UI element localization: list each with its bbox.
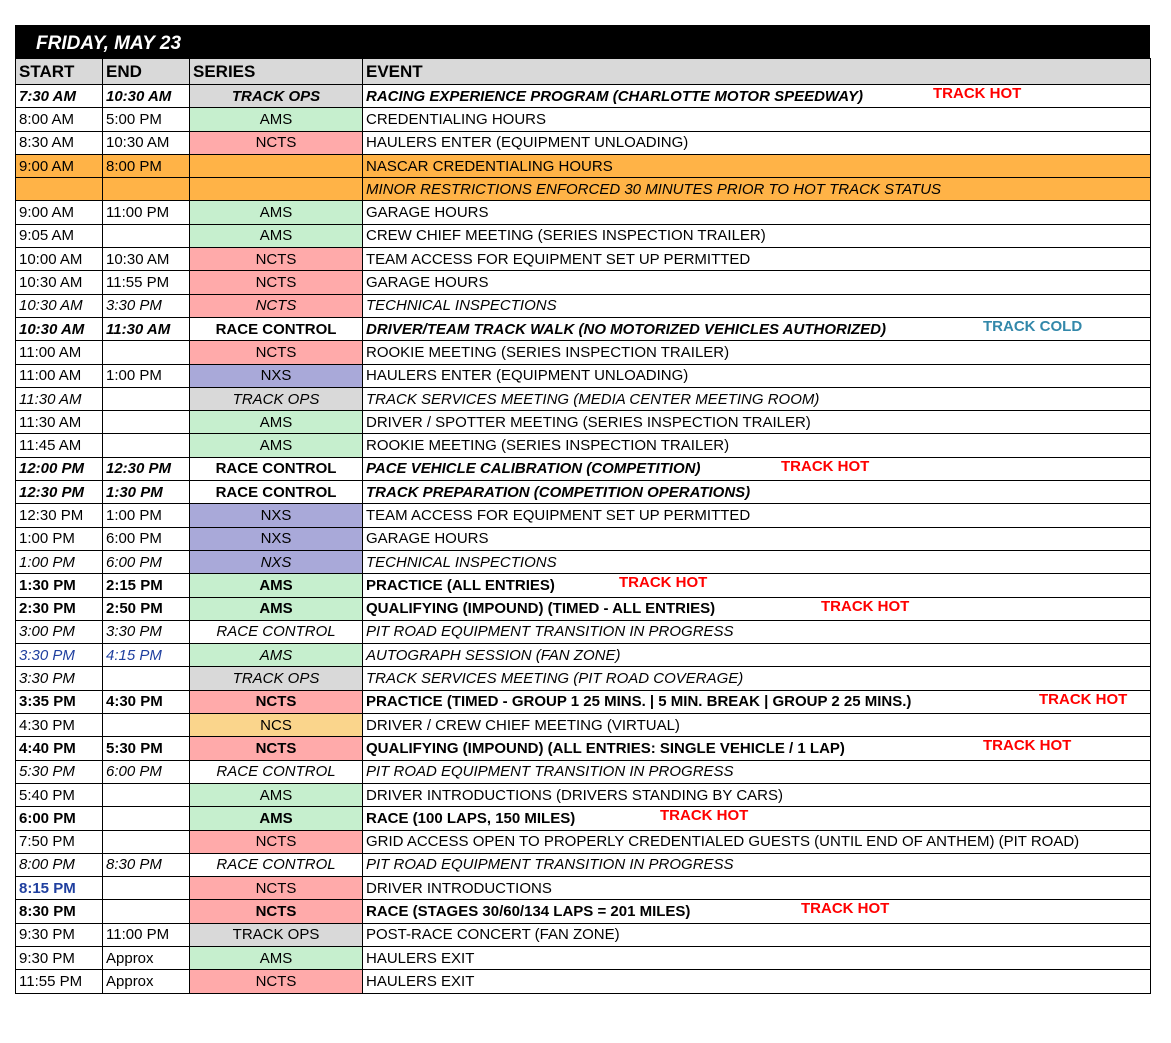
cell-event xyxy=(363,900,1151,923)
cell-end: 11:00 PM xyxy=(103,201,190,224)
schedule-table xyxy=(15,58,1151,994)
cell-start: 1:30 PM xyxy=(16,574,103,597)
cell-series: AMS xyxy=(190,644,363,667)
cell-start: 11:00 AM xyxy=(16,364,103,387)
table-row xyxy=(16,387,1151,410)
table-row xyxy=(16,946,1151,969)
header-event: EVENT xyxy=(363,59,1151,85)
table-row xyxy=(16,341,1151,364)
table-row xyxy=(16,597,1151,620)
cell-end: 11:30 AM xyxy=(103,317,190,340)
cell-series: TRACK OPS xyxy=(190,85,363,108)
event-text: RACE (STAGES 30/60/134 LAPS = 201 MILES) xyxy=(366,903,691,921)
header-start: START xyxy=(16,59,103,85)
table-row xyxy=(16,877,1151,900)
event-text: PRACTICE (TIMED - GROUP 1 25 MINS. | 5 MIN. BREAK | GROUP 2 25 MINS.) xyxy=(366,693,912,711)
cell-end xyxy=(103,387,190,410)
cell-end: 8:00 PM xyxy=(103,154,190,177)
cell-start: 8:30 AM xyxy=(16,131,103,154)
event-text: HAULERS EXIT xyxy=(366,972,475,990)
cell-end: 12:30 PM xyxy=(103,457,190,480)
cell-start: 11:55 PM xyxy=(16,970,103,993)
cell-series: NXS xyxy=(190,527,363,550)
table-row xyxy=(16,550,1151,573)
cell-start: 5:30 PM xyxy=(16,760,103,783)
table-row xyxy=(16,154,1151,177)
event-text: AUTOGRAPH SESSION (FAN ZONE) xyxy=(366,646,621,664)
table-row xyxy=(16,85,1151,108)
header-series: SERIES xyxy=(190,59,363,85)
table-row xyxy=(16,667,1151,690)
cell-event xyxy=(363,923,1151,946)
cell-event xyxy=(363,783,1151,806)
cell-start: 12:00 PM xyxy=(16,457,103,480)
cell-series: TRACK OPS xyxy=(190,923,363,946)
table-row xyxy=(16,690,1151,713)
cell-series: NCTS xyxy=(190,294,363,317)
event-text: QUALIFYING (IMPOUND) (TIMED - ALL ENTRIES) xyxy=(366,600,716,618)
cell-event xyxy=(363,224,1151,247)
cell-series: NCTS xyxy=(190,248,363,271)
cell-end xyxy=(103,341,190,364)
cell-series: AMS xyxy=(190,224,363,247)
cell-start: 8:00 PM xyxy=(16,853,103,876)
track-hot-flag: TRACK HOT xyxy=(660,807,749,825)
event-text: PRACTICE (ALL ENTRIES) xyxy=(366,576,555,594)
event-text: TRACK SERVICES MEETING (PIT ROAD COVERAGE) xyxy=(366,670,744,688)
cell-start: 11:45 AM xyxy=(16,434,103,457)
cell-start: 3:30 PM xyxy=(16,644,103,667)
event-text: QUALIFYING (IMPOUND) (ALL ENTRIES: SINGLE VEHICLE / 1 LAP) xyxy=(366,739,845,757)
cell-event xyxy=(363,737,1151,760)
cell-event xyxy=(363,131,1151,154)
event-text: CREDENTIALING HOURS xyxy=(366,110,547,128)
event-text: DRIVER/TEAM TRACK WALK (NO MOTORIZED VEHICLES AUTHORIZED) xyxy=(366,320,886,338)
cell-start: 11:30 AM xyxy=(16,411,103,434)
cell-start: 8:00 AM xyxy=(16,108,103,131)
cell-series: NXS xyxy=(190,504,363,527)
cell-event xyxy=(363,364,1151,387)
event-text: DRIVER / CREW CHIEF MEETING (VIRTUAL) xyxy=(366,716,680,734)
track-hot-flag: TRACK HOT xyxy=(1039,690,1128,708)
event-text: GRID ACCESS OPEN TO PROPERLY CREDENTIALED GUESTS (UNTIL END OF ANTHEM) (PIT ROAD) xyxy=(366,833,1080,851)
cell-event xyxy=(363,504,1151,527)
cell-event xyxy=(363,294,1151,317)
cell-event xyxy=(363,946,1151,969)
cell-start: 10:30 AM xyxy=(16,317,103,340)
cell-end: 10:30 AM xyxy=(103,85,190,108)
event-text: ROOKIE MEETING (SERIES INSPECTION TRAILER) xyxy=(366,343,730,361)
cell-start: 10:30 AM xyxy=(16,294,103,317)
table-row xyxy=(16,294,1151,317)
cell-end xyxy=(103,411,190,434)
event-text: PIT ROAD EQUIPMENT TRANSITION IN PROGRESS xyxy=(366,763,734,781)
cell-start: 12:30 PM xyxy=(16,504,103,527)
track-hot-flag: TRACK HOT xyxy=(781,457,870,475)
cell-end: 2:15 PM xyxy=(103,574,190,597)
cell-series: NCTS xyxy=(190,737,363,760)
event-text: PIT ROAD EQUIPMENT TRANSITION IN PROGRESS xyxy=(366,623,734,641)
cell-end xyxy=(103,783,190,806)
cell-end xyxy=(103,807,190,830)
header-row xyxy=(16,59,1151,85)
cell-event xyxy=(363,154,1151,177)
cell-series: NCTS xyxy=(190,900,363,923)
event-text: TRACK PREPARATION (COMPETITION OPERATIONS) xyxy=(366,483,751,501)
cell-start: 11:00 AM xyxy=(16,341,103,364)
cell-end xyxy=(103,224,190,247)
cell-series: NCTS xyxy=(190,830,363,853)
table-row xyxy=(16,481,1151,504)
event-text: TECHNICAL INSPECTIONS xyxy=(366,297,557,315)
cell-start: 9:30 PM xyxy=(16,946,103,969)
event-text: RACE (100 LAPS, 150 MILES) xyxy=(366,809,576,827)
table-row xyxy=(16,970,1151,993)
cell-start: 3:30 PM xyxy=(16,667,103,690)
table-row xyxy=(16,783,1151,806)
cell-series: RACE CONTROL xyxy=(190,853,363,876)
cell-start: 12:30 PM xyxy=(16,481,103,504)
track-hot-flag: TRACK HOT xyxy=(801,900,890,918)
table-row xyxy=(16,760,1151,783)
table-row xyxy=(16,504,1151,527)
event-text: DRIVER INTRODUCTIONS (DRIVERS STANDING BY CARS) xyxy=(366,786,783,804)
table-row xyxy=(16,900,1151,923)
schedule-title: FRIDAY, MAY 23 xyxy=(15,25,1150,58)
table-row xyxy=(16,807,1151,830)
cell-series: AMS xyxy=(190,597,363,620)
event-text: NASCAR CREDENTIALING HOURS xyxy=(366,157,613,175)
cell-event xyxy=(363,527,1151,550)
event-text: HAULERS ENTER (EQUIPMENT UNLOADING) xyxy=(366,367,689,385)
cell-event xyxy=(363,108,1151,131)
cell-end: 6:00 PM xyxy=(103,550,190,573)
cell-end: 3:30 PM xyxy=(103,294,190,317)
cell-end xyxy=(103,830,190,853)
cell-event xyxy=(363,853,1151,876)
cell-start: 3:00 PM xyxy=(16,620,103,643)
cell-series: NCS xyxy=(190,714,363,737)
cell-start xyxy=(16,178,103,201)
cell-start: 4:30 PM xyxy=(16,714,103,737)
cell-event xyxy=(363,574,1151,597)
cell-event xyxy=(363,481,1151,504)
cell-start: 1:00 PM xyxy=(16,527,103,550)
cell-series: NCTS xyxy=(190,131,363,154)
cell-start: 9:00 AM xyxy=(16,154,103,177)
cell-end xyxy=(103,714,190,737)
schedule-rows xyxy=(16,85,1151,994)
table-row xyxy=(16,830,1151,853)
cell-end: Approx xyxy=(103,970,190,993)
event-text: RACING EXPERIENCE PROGRAM (CHARLOTTE MOTOR SPEEDWAY) xyxy=(366,87,863,105)
cell-start: 11:30 AM xyxy=(16,387,103,410)
cell-series: AMS xyxy=(190,201,363,224)
table-row xyxy=(16,714,1151,737)
cell-series: AMS xyxy=(190,108,363,131)
cell-start: 9:30 PM xyxy=(16,923,103,946)
cell-end: 5:30 PM xyxy=(103,737,190,760)
cell-end: 11:00 PM xyxy=(103,923,190,946)
cell-series: RACE CONTROL xyxy=(190,481,363,504)
table-row xyxy=(16,737,1151,760)
cell-end: 10:30 AM xyxy=(103,248,190,271)
cell-series: AMS xyxy=(190,946,363,969)
cell-series: NCTS xyxy=(190,341,363,364)
cell-start: 3:35 PM xyxy=(16,690,103,713)
cell-start: 4:40 PM xyxy=(16,737,103,760)
table-row xyxy=(16,457,1151,480)
cell-series: NCTS xyxy=(190,690,363,713)
cell-series: RACE CONTROL xyxy=(190,620,363,643)
event-text: DRIVER INTRODUCTIONS xyxy=(366,879,552,897)
cell-series: AMS xyxy=(190,434,363,457)
cell-start: 10:00 AM xyxy=(16,248,103,271)
cell-series: AMS xyxy=(190,411,363,434)
cell-event xyxy=(363,807,1151,830)
track-hot-flag: TRACK HOT xyxy=(619,574,708,592)
cell-end: 10:30 AM xyxy=(103,131,190,154)
cell-start: 1:00 PM xyxy=(16,550,103,573)
table-row xyxy=(16,178,1151,201)
cell-series: NCTS xyxy=(190,877,363,900)
cell-event xyxy=(363,550,1151,573)
cell-start: 8:30 PM xyxy=(16,900,103,923)
table-row xyxy=(16,923,1151,946)
header-end: END xyxy=(103,59,190,85)
cell-end: 5:00 PM xyxy=(103,108,190,131)
track-hot-flag: TRACK HOT xyxy=(821,597,910,615)
table-row xyxy=(16,644,1151,667)
cell-end: 3:30 PM xyxy=(103,620,190,643)
cell-event xyxy=(363,690,1151,713)
cell-event xyxy=(363,620,1151,643)
cell-event xyxy=(363,248,1151,271)
event-text: TEAM ACCESS FOR EQUIPMENT SET UP PERMITTED xyxy=(366,250,751,268)
event-text: PACE VEHICLE CALIBRATION (COMPETITION) xyxy=(366,460,701,478)
event-text: ROOKIE MEETING (SERIES INSPECTION TRAILER) xyxy=(366,437,730,455)
cell-start: 7:50 PM xyxy=(16,830,103,853)
track-hot-flag: TRACK HOT xyxy=(933,85,1022,102)
cell-event xyxy=(363,178,1151,201)
cell-event xyxy=(363,597,1151,620)
table-row xyxy=(16,131,1151,154)
cell-series xyxy=(190,178,363,201)
cell-event xyxy=(363,317,1151,340)
cell-event xyxy=(363,644,1151,667)
cell-start: 9:05 AM xyxy=(16,224,103,247)
cell-end xyxy=(103,877,190,900)
table-row xyxy=(16,434,1151,457)
cell-event xyxy=(363,877,1151,900)
cell-event xyxy=(363,667,1151,690)
table-row xyxy=(16,411,1151,434)
cell-series xyxy=(190,154,363,177)
cell-event xyxy=(363,387,1151,410)
cell-start: 2:30 PM xyxy=(16,597,103,620)
table-row xyxy=(16,317,1151,340)
table-row xyxy=(16,108,1151,131)
cell-start: 8:15 PM xyxy=(16,877,103,900)
table-row xyxy=(16,248,1151,271)
cell-end: 1:30 PM xyxy=(103,481,190,504)
event-text: TECHNICAL INSPECTIONS xyxy=(366,553,557,571)
table-row xyxy=(16,620,1151,643)
event-text: TEAM ACCESS FOR EQUIPMENT SET UP PERMITTED xyxy=(366,506,751,524)
event-text: MINOR RESTRICTIONS ENFORCED 30 MINUTES PRIOR TO HOT TRACK STATUS xyxy=(366,180,942,198)
event-text: CREW CHIEF MEETING (SERIES INSPECTION TRAILER) xyxy=(366,227,766,245)
table-row xyxy=(16,271,1151,294)
event-text: HAULERS EXIT xyxy=(366,949,475,967)
cell-start: 9:00 AM xyxy=(16,201,103,224)
cell-event xyxy=(363,457,1151,480)
track-cold-flag: TRACK COLD xyxy=(983,317,1083,335)
cell-end: Approx xyxy=(103,946,190,969)
cell-series: NXS xyxy=(190,550,363,573)
cell-end xyxy=(103,667,190,690)
cell-event xyxy=(363,201,1151,224)
cell-series: RACE CONTROL xyxy=(190,317,363,340)
event-text: GARAGE HOURS xyxy=(366,274,489,292)
cell-end: 4:30 PM xyxy=(103,690,190,713)
cell-series: NCTS xyxy=(190,970,363,993)
event-text: HAULERS ENTER (EQUIPMENT UNLOADING) xyxy=(366,134,689,152)
event-text: GARAGE HOURS xyxy=(366,530,489,548)
table-row xyxy=(16,574,1151,597)
cell-event xyxy=(363,341,1151,364)
cell-series: TRACK OPS xyxy=(190,667,363,690)
cell-end: 1:00 PM xyxy=(103,364,190,387)
cell-end: 6:00 PM xyxy=(103,760,190,783)
cell-series: AMS xyxy=(190,807,363,830)
cell-end: 1:00 PM xyxy=(103,504,190,527)
cell-series: TRACK OPS xyxy=(190,387,363,410)
cell-end xyxy=(103,178,190,201)
cell-event xyxy=(363,760,1151,783)
event-text: POST-RACE CONCERT (FAN ZONE) xyxy=(366,926,620,944)
cell-event xyxy=(363,714,1151,737)
cell-start: 7:30 AM xyxy=(16,85,103,108)
cell-start: 5:40 PM xyxy=(16,783,103,806)
cell-event xyxy=(363,830,1151,853)
cell-end xyxy=(103,434,190,457)
cell-end: 11:55 PM xyxy=(103,271,190,294)
event-text: GARAGE HOURS xyxy=(366,204,489,222)
cell-event xyxy=(363,271,1151,294)
cell-end: 2:50 PM xyxy=(103,597,190,620)
cell-end: 6:00 PM xyxy=(103,527,190,550)
cell-event xyxy=(363,85,1151,108)
cell-event xyxy=(363,411,1151,434)
table-row xyxy=(16,853,1151,876)
table-row xyxy=(16,527,1151,550)
cell-series: AMS xyxy=(190,574,363,597)
cell-start: 6:00 PM xyxy=(16,807,103,830)
event-text: DRIVER / SPOTTER MEETING (SERIES INSPECTION TRAILER) xyxy=(366,413,811,431)
cell-series: NXS xyxy=(190,364,363,387)
track-hot-flag: TRACK HOT xyxy=(983,737,1072,755)
cell-series: RACE CONTROL xyxy=(190,760,363,783)
cell-series: AMS xyxy=(190,783,363,806)
event-text: PIT ROAD EQUIPMENT TRANSITION IN PROGRESS xyxy=(366,856,734,874)
cell-event xyxy=(363,970,1151,993)
event-text: TRACK SERVICES MEETING (MEDIA CENTER MEETING ROOM) xyxy=(366,390,820,408)
cell-end: 8:30 PM xyxy=(103,853,190,876)
schedule xyxy=(15,25,1150,994)
cell-series: NCTS xyxy=(190,271,363,294)
cell-event xyxy=(363,434,1151,457)
cell-end xyxy=(103,900,190,923)
table-row xyxy=(16,224,1151,247)
cell-start: 10:30 AM xyxy=(16,271,103,294)
cell-series: RACE CONTROL xyxy=(190,457,363,480)
cell-end: 4:15 PM xyxy=(103,644,190,667)
table-row xyxy=(16,364,1151,387)
table-row xyxy=(16,201,1151,224)
